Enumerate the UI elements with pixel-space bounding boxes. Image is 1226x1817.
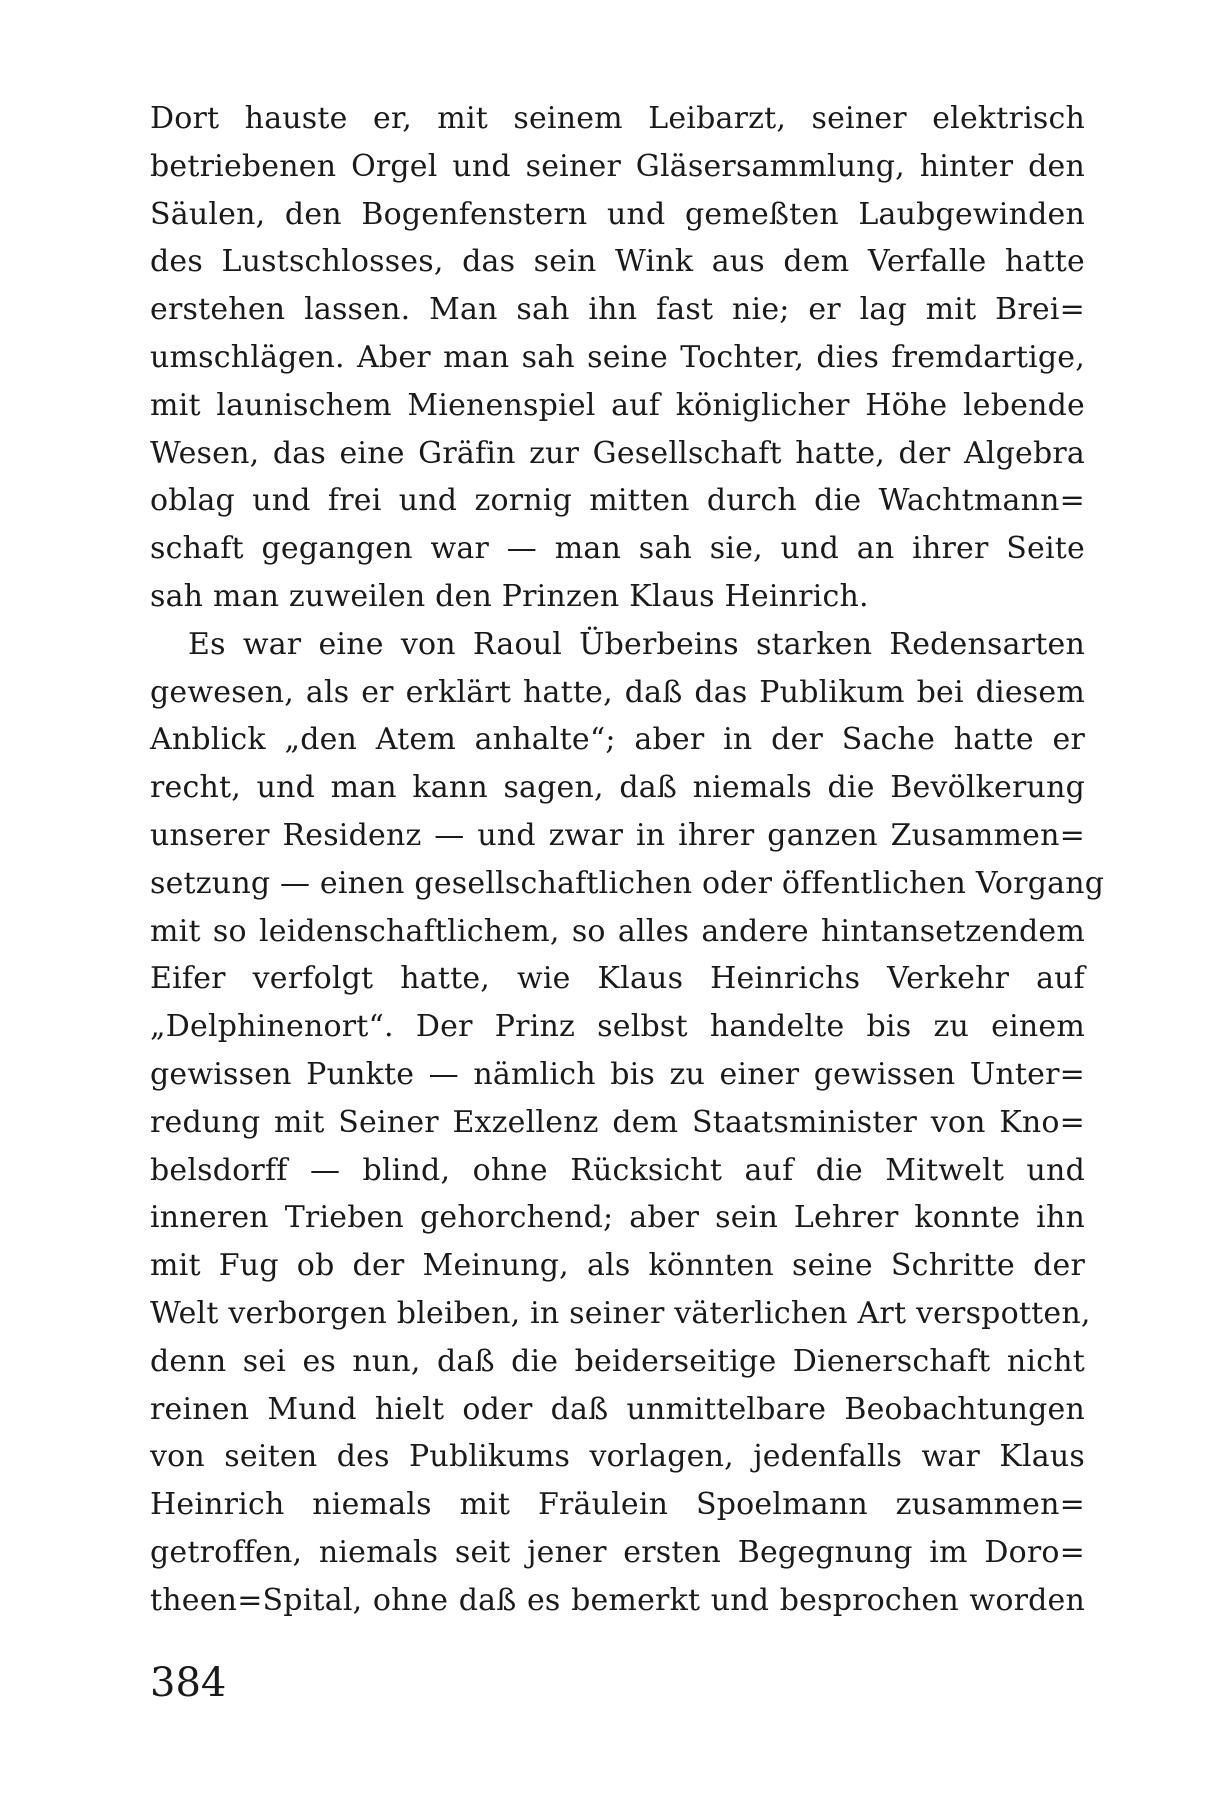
text-line: redung mit Seiner Exzellenz dem Staatsminister von Kno= (150, 1104, 1085, 1140)
text-line: des Lustschlosses, das sein Wink aus dem Verfalle hatte (150, 244, 1085, 280)
text-line: getroffen, niemals seit jener ersten Begegnung im Doro= (150, 1534, 1085, 1570)
text-line: inneren Trieben gehorchend; aber sein Lehrer konnte ihn (150, 1200, 1085, 1236)
text-line: schaft gegangen war — man sah sie, und an ihrer Seite (150, 531, 1085, 567)
text-line: Welt verborgen bleiben, in seiner väterlichen Art verspotten, (150, 1295, 1091, 1331)
text-line: belsdorff — blind, ohne Rücksicht auf die Mitwelt und (150, 1152, 1085, 1188)
text-line: „Delphinenort“. Der Prinz selbst handelte bis zu einem (150, 1009, 1085, 1045)
text-line: setzung — einen gesellschaftlichen oder öffentlichen Vorgang (150, 865, 1105, 901)
body-text (150, 95, 1105, 1625)
page-number: 384 (150, 1660, 227, 1706)
text-line: reinen Mund hielt oder daß unmittelbare Beobachtungen (150, 1391, 1085, 1427)
text-line: Dort hauste er, mit seinem Leibarzt, seiner elektrisch (150, 101, 1085, 136)
text-line: Wesen, das eine Gräfin zur Gesellschaft hatte, der Algebra (150, 435, 1085, 471)
text-line: gewesen, als er erklärt hatte, daß das Publikum bei diesem (150, 674, 1085, 710)
text-line: gewissen Punkte — nämlich bis zu einer gewissen Unter= (150, 1056, 1085, 1092)
text-line: sah man zuweilen den Prinzen Klaus Heinrich. (150, 578, 869, 614)
text-line: von seiten des Publikums vorlagen, jedenfalls war Klaus (150, 1439, 1085, 1475)
text-line: betriebenen Orgel und seiner Gläsersammlung, hinter den (150, 148, 1085, 184)
text-line: erstehen lassen. Man sah ihn fast nie; er lag mit Brei= (150, 292, 1085, 328)
text-line: Säulen, den Bogenfenstern und gemeßten Laubgewinden (150, 196, 1085, 232)
text-line: mit so leidenschaftlichem, so alles andere hintansetzendem (150, 913, 1085, 949)
text-line: theen=Spital, ohne daß es bemerkt und besprochen worden (150, 1582, 1085, 1618)
text-line: oblag und frei und zornig mitten durch die Wachtmann= (150, 483, 1085, 519)
text-line: Es war eine von Raoul Überbeins starken Redensarten (188, 626, 1085, 662)
text-line: umschlägen. Aber man sah seine Tochter, dies fremdartige, (150, 339, 1085, 375)
text-line: Anblick „den Atem anhalte“; aber in der Sache hatte er (150, 722, 1085, 758)
text-line: mit launischem Mienenspiel auf königlicher Höhe lebende (150, 387, 1085, 423)
text-line: recht, und man kann sagen, daß niemals die Bevölkerung (150, 770, 1085, 806)
text-line: denn sei es nun, daß die beiderseitige Dienerschaft nicht (150, 1343, 1085, 1379)
text-line: unserer Residenz — und zwar in ihrer ganzen Zusammen= (150, 817, 1085, 853)
text-line: mit Fug ob der Meinung, als könnten seine Schritte der (150, 1248, 1085, 1284)
text-line: Eifer verfolgt hatte, wie Klaus Heinrichs Verkehr auf (150, 961, 1085, 997)
text-line: Heinrich niemals mit Fräulein Spoelmann zusammen= (150, 1487, 1085, 1523)
